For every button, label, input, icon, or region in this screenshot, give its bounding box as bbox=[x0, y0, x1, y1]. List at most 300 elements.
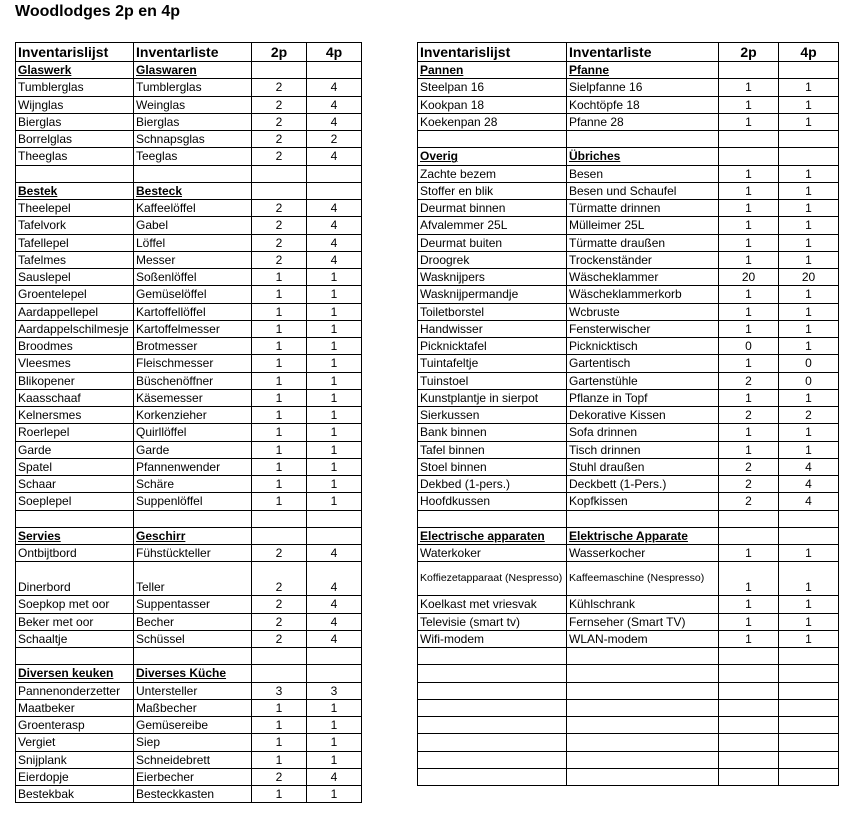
table-row bbox=[16, 338, 362, 355]
item-name-de: Picknicktisch bbox=[567, 338, 719, 355]
table-row bbox=[16, 476, 362, 493]
item-name-nl: Toiletborstel bbox=[418, 303, 567, 320]
empty-row bbox=[418, 699, 839, 716]
quantity-2p: 1 bbox=[252, 699, 307, 716]
item-name-nl: Diversen keuken bbox=[16, 665, 134, 682]
quantity-2p: 2 bbox=[252, 217, 307, 234]
item-name-de: Dekorative Kissen bbox=[567, 407, 719, 424]
table-row bbox=[16, 200, 362, 217]
quantity-4p: 0 bbox=[779, 372, 839, 389]
item-name-nl: Waterkoker bbox=[418, 545, 567, 562]
item-name-nl: Wasknijpermandje bbox=[418, 286, 567, 303]
quantity-2p bbox=[719, 768, 779, 785]
quantity-4p: 1 bbox=[307, 424, 362, 441]
quantity-4p: 1 bbox=[307, 441, 362, 458]
empty-row bbox=[418, 665, 839, 682]
item-name-nl: Ontbijtbord bbox=[16, 545, 134, 562]
table-row bbox=[16, 682, 362, 699]
quantity-4p: 1 bbox=[779, 389, 839, 406]
quantity-2p bbox=[719, 527, 779, 544]
item-name-nl: Bestekbak bbox=[16, 786, 134, 803]
item-name-nl bbox=[418, 734, 567, 751]
item-name-de: Kaffeemaschine (Nespresso) bbox=[567, 562, 719, 596]
quantity-2p: 1 bbox=[719, 303, 779, 320]
quantity-4p: 2 bbox=[779, 407, 839, 424]
item-name-nl bbox=[418, 510, 567, 527]
quantity-4p bbox=[307, 648, 362, 665]
item-name-nl: Spatel bbox=[16, 458, 134, 475]
quantity-4p: 1 bbox=[779, 630, 839, 647]
quantity-2p: 1 bbox=[719, 320, 779, 337]
item-name-nl: Koekenpan 28 bbox=[418, 113, 567, 130]
table-row bbox=[16, 251, 362, 268]
section-header-row bbox=[16, 527, 362, 544]
table-row bbox=[16, 596, 362, 613]
quantity-4p bbox=[779, 734, 839, 751]
item-name-nl: Schaar bbox=[16, 476, 134, 493]
section-header-row bbox=[418, 62, 839, 79]
item-name-nl: Tumblerglas bbox=[16, 79, 134, 96]
page-title: Woodlodges 2p en 4p bbox=[15, 3, 181, 20]
column-header: 2p bbox=[252, 43, 307, 62]
table-row bbox=[418, 182, 839, 199]
quantity-4p: 1 bbox=[779, 562, 839, 596]
empty-row bbox=[16, 648, 362, 665]
quantity-2p: 1 bbox=[719, 182, 779, 199]
item-name-de: Untersteller bbox=[134, 682, 252, 699]
item-name-nl bbox=[16, 510, 134, 527]
item-name-de: Sielpfanne 16 bbox=[567, 79, 719, 96]
item-name-nl: Sauslepel bbox=[16, 269, 134, 286]
table-row bbox=[418, 545, 839, 562]
item-name-de: Weinglas bbox=[134, 96, 252, 113]
item-name-de: Fensterwischer bbox=[567, 320, 719, 337]
item-name-nl: Vleesmes bbox=[16, 355, 134, 372]
quantity-2p: 1 bbox=[252, 476, 307, 493]
quantity-4p bbox=[779, 148, 839, 165]
quantity-2p: 1 bbox=[252, 407, 307, 424]
quantity-2p: 1 bbox=[252, 303, 307, 320]
quantity-4p: 4 bbox=[307, 234, 362, 251]
table-row bbox=[16, 717, 362, 734]
quantity-2p: 1 bbox=[252, 338, 307, 355]
table-row bbox=[16, 407, 362, 424]
quantity-2p: 20 bbox=[719, 269, 779, 286]
quantity-2p: 1 bbox=[719, 545, 779, 562]
quantity-4p bbox=[779, 717, 839, 734]
quantity-4p bbox=[307, 182, 362, 199]
quantity-4p: 1 bbox=[779, 596, 839, 613]
item-name-de: Eierbecher bbox=[134, 768, 252, 785]
quantity-2p: 1 bbox=[719, 113, 779, 130]
quantity-4p: 1 bbox=[307, 751, 362, 768]
item-name-de: Tumblerglas bbox=[134, 79, 252, 96]
item-name-nl: Electrische apparaten bbox=[418, 527, 567, 544]
item-name-de: Besen bbox=[567, 165, 719, 182]
item-name-de: Stuhl draußen bbox=[567, 458, 719, 475]
item-name-de: Türmatte drinnen bbox=[567, 200, 719, 217]
table-row bbox=[16, 441, 362, 458]
item-name-de: Soßenlöffel bbox=[134, 269, 252, 286]
quantity-2p: 1 bbox=[719, 286, 779, 303]
table-row bbox=[418, 165, 839, 182]
quantity-4p: 1 bbox=[779, 79, 839, 96]
quantity-4p: 1 bbox=[307, 303, 362, 320]
quantity-4p: 4 bbox=[307, 217, 362, 234]
quantity-2p bbox=[252, 510, 307, 527]
quantity-2p: 1 bbox=[719, 424, 779, 441]
quantity-2p: 0 bbox=[719, 338, 779, 355]
item-name-nl: Theelepel bbox=[16, 200, 134, 217]
item-name-nl: Bestek bbox=[16, 182, 134, 199]
table-row bbox=[16, 113, 362, 130]
item-name-de: Fleischmesser bbox=[134, 355, 252, 372]
quantity-4p: 1 bbox=[779, 251, 839, 268]
item-name-nl: Dekbed (1-pers.) bbox=[418, 476, 567, 493]
item-name-nl: Vergiet bbox=[16, 734, 134, 751]
item-name-de bbox=[567, 768, 719, 785]
quantity-2p: 2 bbox=[252, 613, 307, 630]
item-name-de: Wasserkocher bbox=[567, 545, 719, 562]
quantity-2p: 1 bbox=[252, 269, 307, 286]
quantity-4p: 1 bbox=[779, 320, 839, 337]
table-row bbox=[418, 286, 839, 303]
quantity-2p: 2 bbox=[252, 79, 307, 96]
item-name-nl bbox=[418, 682, 567, 699]
table-row bbox=[16, 613, 362, 630]
quantity-2p: 2 bbox=[252, 131, 307, 148]
item-name-de: Besen und Schaufel bbox=[567, 182, 719, 199]
quantity-2p: 1 bbox=[719, 165, 779, 182]
table-row bbox=[418, 113, 839, 130]
table-row bbox=[16, 545, 362, 562]
quantity-2p: 1 bbox=[252, 717, 307, 734]
item-name-de: Türmatte draußen bbox=[567, 234, 719, 251]
quantity-4p: 4 bbox=[779, 476, 839, 493]
quantity-4p: 4 bbox=[779, 458, 839, 475]
item-name-de: Kaffeelöffel bbox=[134, 200, 252, 217]
item-name-de: Maßbecher bbox=[134, 699, 252, 716]
item-name-de: Garde bbox=[134, 441, 252, 458]
quantity-4p: 4 bbox=[307, 251, 362, 268]
item-name-de: Pflanze in Topf bbox=[567, 389, 719, 406]
item-name-nl: Handwisser bbox=[418, 320, 567, 337]
quantity-2p bbox=[719, 665, 779, 682]
table-row bbox=[16, 768, 362, 785]
item-name-nl: Picknicktafel bbox=[418, 338, 567, 355]
quantity-4p: 1 bbox=[307, 458, 362, 475]
quantity-4p: 1 bbox=[779, 217, 839, 234]
item-name-nl: Kookpan 18 bbox=[418, 96, 567, 113]
quantity-2p bbox=[719, 648, 779, 665]
item-name-de: Bierglas bbox=[134, 113, 252, 130]
table-row bbox=[16, 699, 362, 716]
item-name-de: Gabel bbox=[134, 217, 252, 234]
item-name-nl bbox=[16, 648, 134, 665]
quantity-4p bbox=[307, 527, 362, 544]
item-name-nl: Aardappelschilmesje bbox=[16, 320, 134, 337]
item-name-nl: Groentelepel bbox=[16, 286, 134, 303]
item-name-nl: Theeglas bbox=[16, 148, 134, 165]
item-name-de: Mülleimer 25L bbox=[567, 217, 719, 234]
item-name-de: Sofa drinnen bbox=[567, 424, 719, 441]
quantity-2p bbox=[719, 510, 779, 527]
table-row bbox=[16, 234, 362, 251]
quantity-4p bbox=[307, 165, 362, 182]
item-name-de: Glaswaren bbox=[134, 62, 252, 79]
table-row bbox=[16, 217, 362, 234]
quantity-2p bbox=[252, 527, 307, 544]
table-row bbox=[418, 320, 839, 337]
item-name-nl: Tafelvork bbox=[16, 217, 134, 234]
item-name-de: Geschirr bbox=[134, 527, 252, 544]
quantity-2p: 1 bbox=[252, 734, 307, 751]
section-header-row bbox=[16, 665, 362, 682]
table-row bbox=[16, 786, 362, 803]
quantity-4p bbox=[779, 648, 839, 665]
item-name-de: Kühlschrank bbox=[567, 596, 719, 613]
empty-row bbox=[418, 768, 839, 785]
table-row bbox=[16, 630, 362, 647]
item-name-de: Korkenzieher bbox=[134, 407, 252, 424]
quantity-4p bbox=[779, 665, 839, 682]
item-name-de: Büschenöffner bbox=[134, 372, 252, 389]
quantity-2p bbox=[252, 648, 307, 665]
quantity-2p: 2 bbox=[252, 596, 307, 613]
column-header: Inventarliste bbox=[567, 43, 719, 62]
quantity-4p: 1 bbox=[307, 476, 362, 493]
quantity-4p: 1 bbox=[307, 717, 362, 734]
quantity-4p: 4 bbox=[307, 613, 362, 630]
quantity-2p: 2 bbox=[252, 96, 307, 113]
item-name-de: Diverses Küche bbox=[134, 665, 252, 682]
item-name-de: Fernseher (Smart TV) bbox=[567, 613, 719, 630]
item-name-de: Fühstückteller bbox=[134, 545, 252, 562]
table-row bbox=[418, 200, 839, 217]
quantity-4p: 2 bbox=[307, 131, 362, 148]
quantity-2p: 2 bbox=[719, 458, 779, 475]
quantity-2p bbox=[719, 699, 779, 716]
quantity-2p: 1 bbox=[252, 286, 307, 303]
item-name-de: Pfanne 28 bbox=[567, 113, 719, 130]
quantity-2p: 1 bbox=[252, 389, 307, 406]
quantity-2p: 2 bbox=[719, 407, 779, 424]
section-header-row bbox=[418, 527, 839, 544]
table-row bbox=[418, 79, 839, 96]
quantity-4p: 1 bbox=[779, 424, 839, 441]
item-name-nl: Pannenonderzetter bbox=[16, 682, 134, 699]
item-name-de: Schneidebrett bbox=[134, 751, 252, 768]
item-name-de: Gemüsereibe bbox=[134, 717, 252, 734]
item-name-nl: Tafel binnen bbox=[418, 441, 567, 458]
item-name-de: Teeglas bbox=[134, 148, 252, 165]
item-name-de bbox=[567, 699, 719, 716]
quantity-2p: 1 bbox=[719, 96, 779, 113]
table-row bbox=[16, 79, 362, 96]
table-row bbox=[418, 303, 839, 320]
quantity-4p: 1 bbox=[779, 303, 839, 320]
quantity-4p: 1 bbox=[307, 372, 362, 389]
quantity-2p: 1 bbox=[252, 355, 307, 372]
item-name-de: Schüssel bbox=[134, 630, 252, 647]
quantity-2p bbox=[719, 131, 779, 148]
table-row bbox=[16, 131, 362, 148]
empty-row bbox=[418, 682, 839, 699]
item-name-nl: Soeplepel bbox=[16, 493, 134, 510]
empty-row bbox=[16, 510, 362, 527]
item-name-nl: Tafelmes bbox=[16, 251, 134, 268]
empty-row bbox=[418, 648, 839, 665]
item-name-nl: Deurmat binnen bbox=[418, 200, 567, 217]
quantity-4p: 1 bbox=[779, 234, 839, 251]
quantity-2p: 1 bbox=[719, 562, 779, 596]
quantity-4p bbox=[307, 62, 362, 79]
item-name-de: Schnapsglas bbox=[134, 131, 252, 148]
quantity-2p: 1 bbox=[719, 389, 779, 406]
item-name-de: Gartentisch bbox=[567, 355, 719, 372]
table-row bbox=[418, 234, 839, 251]
item-name-de bbox=[567, 665, 719, 682]
item-name-de: Brotmesser bbox=[134, 338, 252, 355]
quantity-4p bbox=[779, 131, 839, 148]
item-name-de bbox=[134, 165, 252, 182]
item-name-nl: Beker met oor bbox=[16, 613, 134, 630]
table-row bbox=[16, 493, 362, 510]
inventory-table-left bbox=[15, 42, 362, 803]
item-name-de: Gartenstühle bbox=[567, 372, 719, 389]
item-name-nl: Servies bbox=[16, 527, 134, 544]
quantity-4p: 1 bbox=[779, 613, 839, 630]
item-name-nl: Bierglas bbox=[16, 113, 134, 130]
table-row bbox=[418, 251, 839, 268]
item-name-de: Trockenständer bbox=[567, 251, 719, 268]
item-name-de: Besteckkasten bbox=[134, 786, 252, 803]
table-row bbox=[16, 96, 362, 113]
item-name-nl: Stoel binnen bbox=[418, 458, 567, 475]
item-name-de bbox=[567, 131, 719, 148]
item-name-de: WLAN-modem bbox=[567, 630, 719, 647]
table-row bbox=[418, 596, 839, 613]
item-name-nl: Aardappellepel bbox=[16, 303, 134, 320]
table-row bbox=[16, 458, 362, 475]
item-name-nl: Maatbeker bbox=[16, 699, 134, 716]
item-name-de: Löffel bbox=[134, 234, 252, 251]
item-name-nl: Dinerbord bbox=[16, 562, 134, 596]
table-row bbox=[418, 458, 839, 475]
table-row bbox=[16, 269, 362, 286]
empty-row bbox=[16, 165, 362, 182]
quantity-2p: 2 bbox=[719, 372, 779, 389]
item-name-nl: Tuinstoel bbox=[418, 372, 567, 389]
item-name-de: Wäscheklammer bbox=[567, 269, 719, 286]
quantity-4p: 4 bbox=[307, 562, 362, 596]
item-name-nl bbox=[418, 648, 567, 665]
item-name-de: Elektrische Apparate bbox=[567, 527, 719, 544]
quantity-4p: 1 bbox=[307, 734, 362, 751]
quantity-2p: 2 bbox=[252, 545, 307, 562]
item-name-de: Suppenlöffel bbox=[134, 493, 252, 510]
quantity-4p bbox=[779, 768, 839, 785]
quantity-4p: 3 bbox=[307, 682, 362, 699]
item-name-nl: Kunstplantje in sierpot bbox=[418, 389, 567, 406]
item-name-nl: Snijplank bbox=[16, 751, 134, 768]
section-header-row bbox=[16, 62, 362, 79]
quantity-4p bbox=[779, 682, 839, 699]
quantity-2p: 2 bbox=[252, 148, 307, 165]
table-row bbox=[418, 96, 839, 113]
item-name-nl: Televisie (smart tv) bbox=[418, 613, 567, 630]
column-header: 4p bbox=[307, 43, 362, 62]
quantity-2p bbox=[719, 148, 779, 165]
quantity-2p: 1 bbox=[252, 458, 307, 475]
quantity-2p: 1 bbox=[719, 251, 779, 268]
quantity-4p: 1 bbox=[779, 96, 839, 113]
item-name-nl: Borrelglas bbox=[16, 131, 134, 148]
quantity-4p: 0 bbox=[779, 355, 839, 372]
quantity-2p bbox=[252, 62, 307, 79]
table-row bbox=[16, 389, 362, 406]
quantity-4p: 1 bbox=[779, 545, 839, 562]
section-header-row bbox=[418, 148, 839, 165]
item-name-de: Tisch drinnen bbox=[567, 441, 719, 458]
quantity-4p bbox=[779, 510, 839, 527]
table-row bbox=[16, 286, 362, 303]
quantity-4p: 1 bbox=[779, 182, 839, 199]
quantity-2p: 1 bbox=[719, 630, 779, 647]
table-row bbox=[418, 441, 839, 458]
quantity-4p: 1 bbox=[779, 441, 839, 458]
quantity-2p: 2 bbox=[719, 476, 779, 493]
table-row bbox=[16, 320, 362, 337]
quantity-2p: 1 bbox=[719, 217, 779, 234]
column-header: 2p bbox=[719, 43, 779, 62]
quantity-2p bbox=[719, 62, 779, 79]
quantity-4p: 1 bbox=[307, 338, 362, 355]
item-name-de bbox=[567, 648, 719, 665]
quantity-2p: 3 bbox=[252, 682, 307, 699]
item-name-de: Gemüselöffel bbox=[134, 286, 252, 303]
quantity-4p: 4 bbox=[307, 768, 362, 785]
item-name-nl: Pannen bbox=[418, 62, 567, 79]
header-row bbox=[418, 43, 839, 62]
table-row bbox=[16, 424, 362, 441]
quantity-4p: 4 bbox=[779, 493, 839, 510]
item-name-nl: Deurmat buiten bbox=[418, 234, 567, 251]
quantity-4p: 1 bbox=[779, 113, 839, 130]
quantity-4p: 1 bbox=[307, 786, 362, 803]
quantity-2p: 1 bbox=[719, 79, 779, 96]
quantity-4p: 20 bbox=[779, 269, 839, 286]
quantity-4p: 4 bbox=[307, 113, 362, 130]
quantity-2p: 2 bbox=[252, 234, 307, 251]
table-row bbox=[418, 476, 839, 493]
quantity-2p bbox=[719, 751, 779, 768]
item-name-nl: Broodmes bbox=[16, 338, 134, 355]
item-name-nl: Wijnglas bbox=[16, 96, 134, 113]
item-name-nl: Stoffer en blik bbox=[418, 182, 567, 199]
item-name-nl: Kelnersmes bbox=[16, 407, 134, 424]
table-row bbox=[418, 407, 839, 424]
item-name-nl: Glaswerk bbox=[16, 62, 134, 79]
quantity-2p: 1 bbox=[719, 200, 779, 217]
quantity-4p bbox=[307, 665, 362, 682]
item-name-nl: Bank binnen bbox=[418, 424, 567, 441]
table-row bbox=[418, 338, 839, 355]
item-name-nl: Groenterasp bbox=[16, 717, 134, 734]
table-row bbox=[418, 269, 839, 286]
quantity-4p: 1 bbox=[307, 355, 362, 372]
item-name-de: Pfanne bbox=[567, 62, 719, 79]
